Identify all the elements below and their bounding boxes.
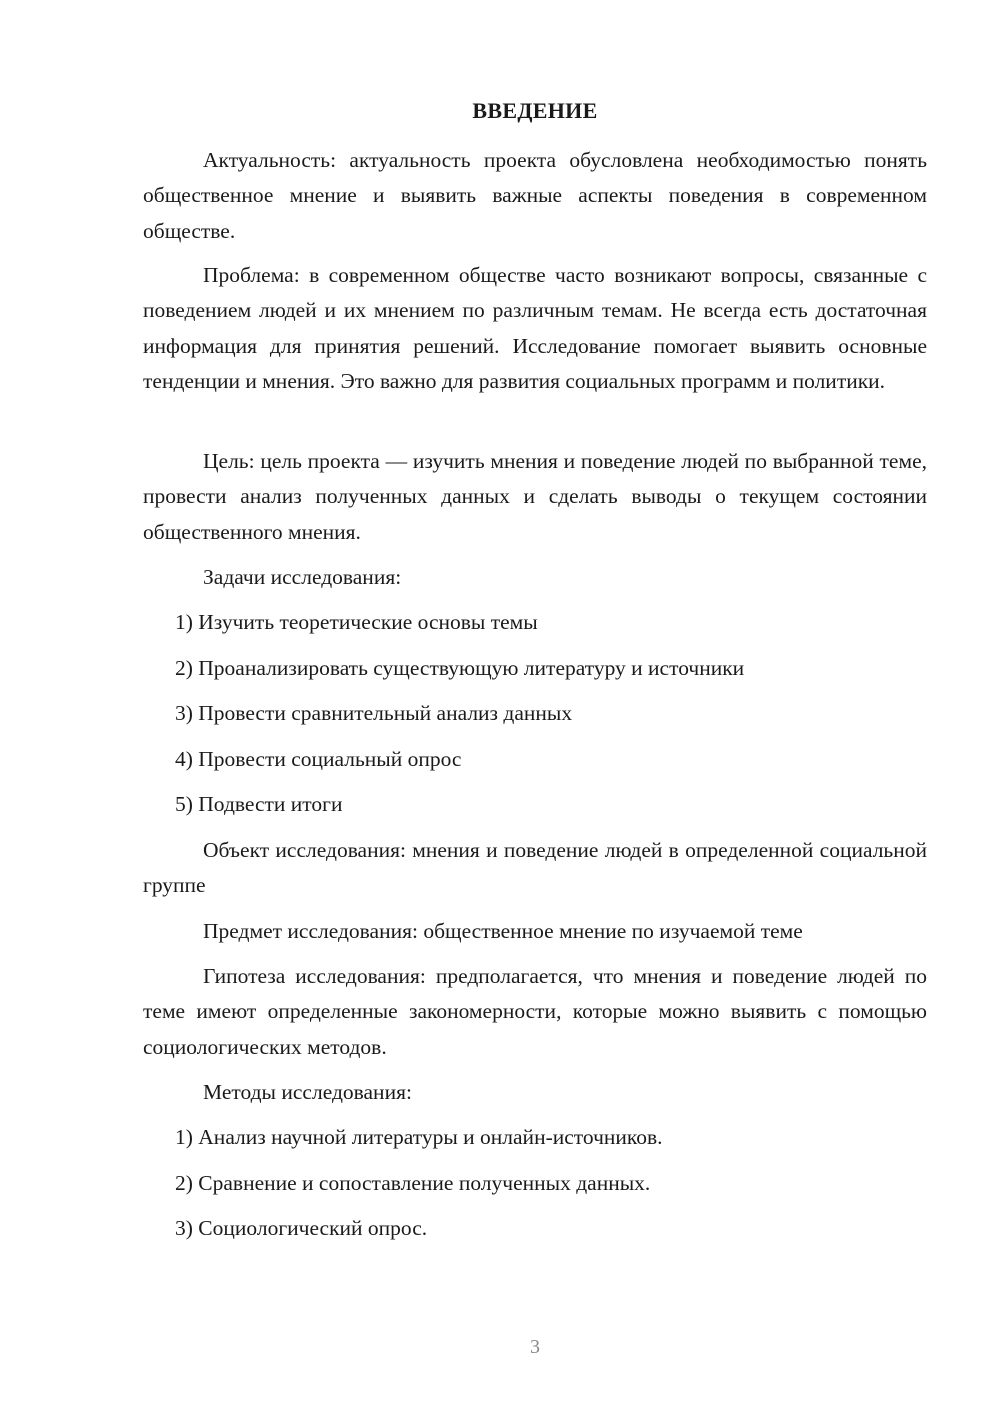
task-item: 4) Провести социальный опрос — [175, 747, 462, 771]
paragraph-goal: Цель: цель проекта — изучить мнения и поведение людей по выбранной теме, провести анализ полученных данных и сделать выводы о текущем состоянии общественного мнения. — [143, 449, 927, 544]
method-item: 2) Сравнение и сопоставление полученных данных. — [175, 1171, 651, 1195]
tasks-heading: Задачи исследования: — [203, 565, 402, 589]
page-number: 3 — [530, 1336, 540, 1358]
methods-heading: Методы исследования: — [203, 1080, 412, 1104]
page-title: ВВЕДЕНИЕ — [472, 98, 598, 123]
paragraph-hypothesis: Гипотеза исследования: предполагается, что мнения и поведение людей по теме имеют определенные закономерности, которые можно выявить с помощью социологических методов. — [143, 964, 927, 1059]
task-item: 1) Изучить теоретические основы темы — [175, 610, 538, 634]
method-item: 1) Анализ научной литературы и онлайн-источников. — [175, 1125, 663, 1149]
method-item: 3) Социологический опрос. — [175, 1216, 428, 1240]
paragraph-relevance: Актуальность: актуальность проекта обусловлена необходимостью понять общественное мнение и выявить важные аспекты поведения в современном обществе. — [143, 148, 927, 243]
task-item: 5) Подвести итоги — [175, 792, 343, 816]
task-item: 2) Проанализировать существующую литературу и источники — [175, 656, 745, 680]
paragraph-object: Объект исследования: мнения и поведение людей в определенной социальной группе — [143, 838, 927, 898]
paragraph-subject: Предмет исследования: общественное мнение по изучаемой теме — [203, 919, 803, 943]
task-item: 3) Провести сравнительный анализ данных — [175, 701, 573, 725]
paragraph-problem: Проблема: в современном обществе часто возникают вопросы, связанные с поведением людей и их мнением по различным темам. Не всегда есть достаточная информация для принятия решений. Исследование помогает выявить основные тенденции и мнения. Это важно для развития социальных программ и политики. — [143, 263, 927, 394]
